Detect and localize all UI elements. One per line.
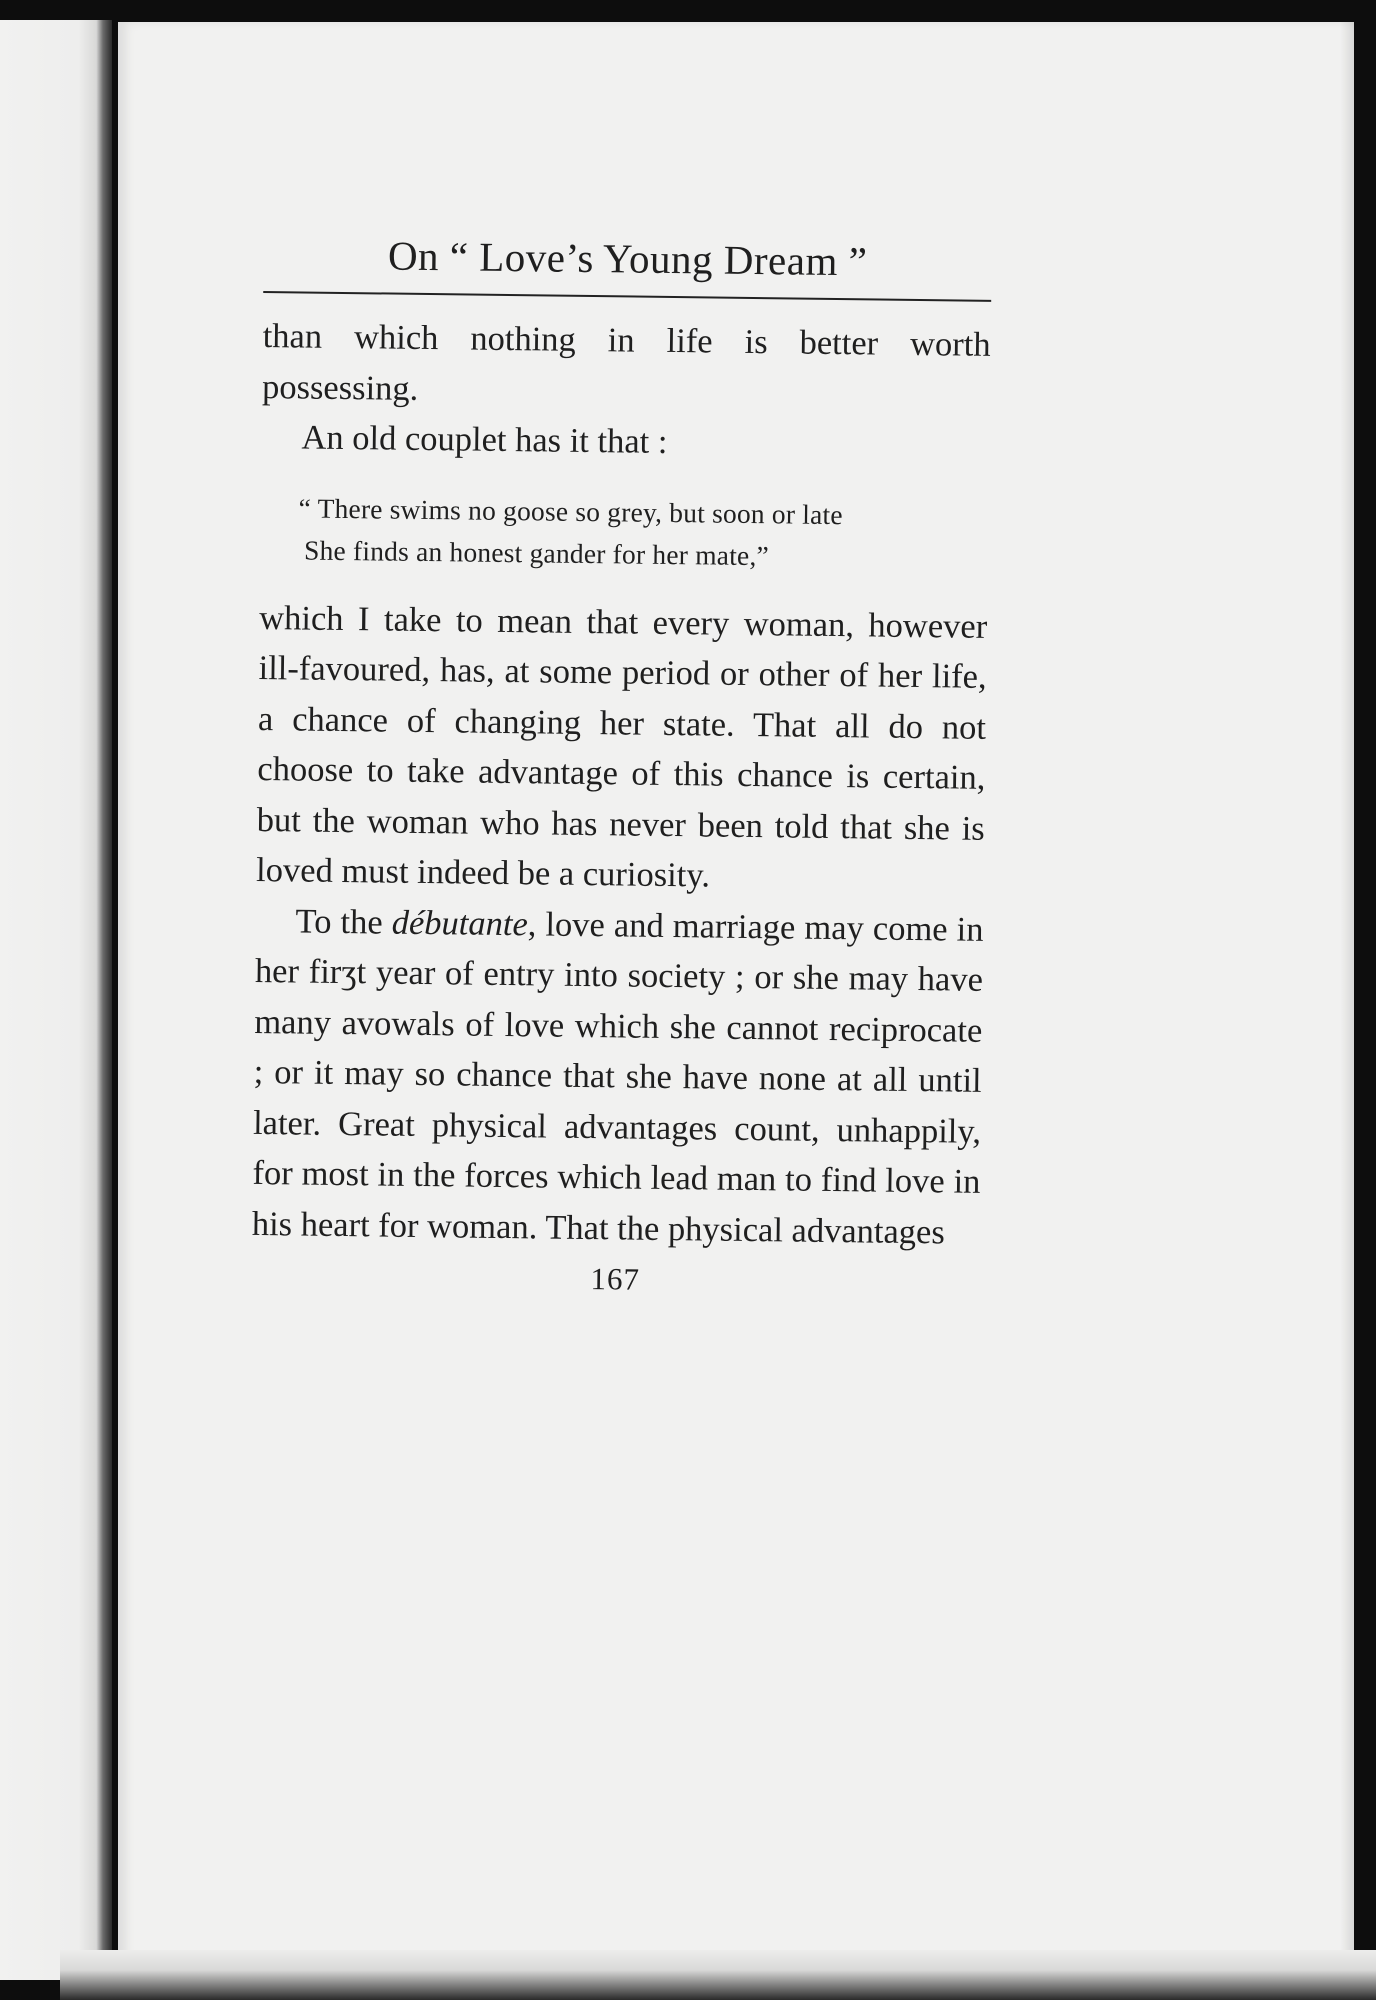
header-rule — [263, 291, 991, 302]
paragraph-interpretation: which I take to mean that every woman, however ill-favoured, has, at some period or other of her life, a chance of changing her state. That all do not choose to take advantage of this chance is certain, but the woman who has never been told that she is loved must indeed be a curiosity. — [255, 598, 988, 895]
page-number: 167 — [590, 1261, 641, 1297]
verse-line-1: “ There swims no goose so grey, but soon or late — [298, 492, 843, 530]
paragraph-debutante — [252, 896, 984, 1258]
paragraph-debutante-rest: , love and marriage may come in her firʒt year of entry into society ; or she may have many avowals of love which she cannot reciprocate ; or it may so chance that she have none at all until later. Great physical advantages count, unhappily, for most in the forces which lead man to find love in his heart for woman. That the physical advantages — [251, 904, 984, 1252]
running-head: On “ Love’s Young Dream ” — [387, 232, 868, 285]
page-bottom-edge — [60, 1950, 1376, 2000]
paragraph-debutante-start: To the — [295, 902, 392, 942]
italic-term-debutante: débutante — [391, 903, 529, 943]
previous-page-edge — [0, 20, 112, 1980]
verse-line-2: She finds an honest gander for her mate,” — [303, 534, 770, 571]
paragraph-continuation: than which nothing in life is better worth possessing. — [261, 317, 991, 408]
page-edge-shadow — [1340, 22, 1354, 1982]
paragraph-couplet-intro: An old couplet has it that : — [301, 418, 668, 462]
verse-quotation — [298, 487, 989, 579]
page-content — [251, 230, 992, 1302]
